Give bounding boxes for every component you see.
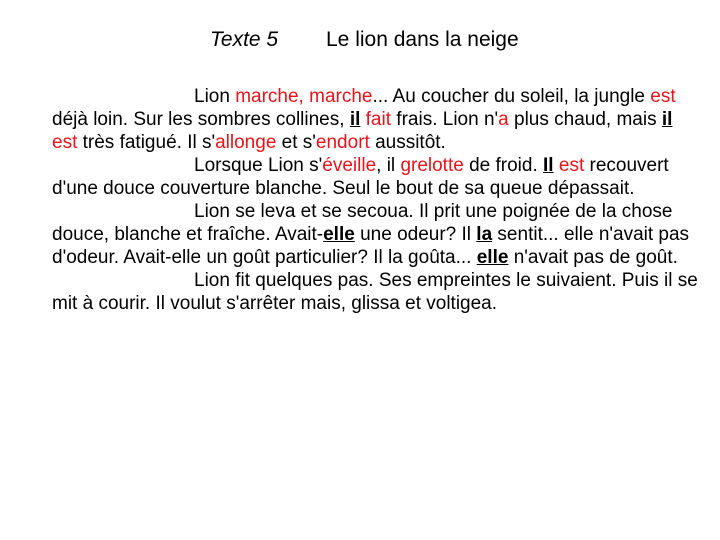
- story-paragraph: [52, 85, 702, 154]
- verb-highlight: a: [498, 109, 509, 130]
- pronoun-highlight: la: [476, 224, 493, 245]
- story-body: [52, 85, 702, 315]
- text-segment: aussitôt.: [369, 132, 446, 153]
- text-segment: de froid.: [463, 155, 544, 176]
- verb-highlight: fait: [365, 109, 392, 130]
- text-segment: Lorsque Lion s': [194, 155, 323, 176]
- story-paragraph: [52, 200, 702, 269]
- verb-highlight: est: [52, 132, 78, 153]
- text-segment: déjà loin. Sur les sombres collines,: [52, 109, 350, 130]
- text-segment: sentit... elle n'avait pas d'odeur. Avait-elle un goût particulier? Il la goûta...: [52, 224, 690, 268]
- pronoun-highlight: Il: [543, 155, 554, 176]
- verb-highlight: marche, marche: [235, 86, 373, 107]
- text-segment: recouvert d'une douce couverture blanche. Seul le bout de sa queue dépassait.: [52, 155, 669, 199]
- verb-highlight: allonge: [215, 132, 277, 153]
- pronoun-highlight: il: [349, 109, 361, 130]
- pronoun-highlight: elle: [323, 224, 355, 245]
- text-segment: Lion se leva et se secoua. Il prit une poignée de la chose douce, blanche et fraîche. Avait-: [52, 201, 673, 245]
- text-segment: et s': [276, 132, 316, 153]
- text-segment: n'avait pas de goût.: [508, 247, 678, 268]
- text-segment: Lion: [194, 86, 236, 107]
- text-number-label: Texte 5: [210, 28, 279, 51]
- verb-highlight: endort: [315, 132, 370, 153]
- text-segment: , il: [376, 155, 401, 176]
- verb-highlight: est: [650, 86, 676, 107]
- header: [0, 28, 720, 58]
- story-paragraph: [52, 269, 702, 315]
- text-segment: Lion fit quelques pas. Ses empreintes le suivaient. Puis il se mit à courir. Il voulut s'arrêter mais, glissa et voltigea.: [52, 270, 698, 314]
- story-paragraph: [52, 154, 702, 200]
- text-segment: plus chaud, mais: [508, 109, 662, 130]
- pronoun-highlight: elle: [476, 247, 509, 268]
- text-segment: frais. Lion n': [391, 109, 499, 130]
- story-title: Le lion dans la neige: [326, 28, 519, 51]
- text-segment: ... Au coucher du soleil, la jungle: [372, 86, 651, 107]
- verb-highlight: grelotte: [400, 155, 464, 176]
- text-segment: une odeur? Il: [354, 224, 477, 245]
- verb-highlight: est: [558, 155, 585, 176]
- pronoun-highlight: il: [661, 109, 673, 130]
- text-segment: très fatigué. Il s': [77, 132, 216, 153]
- verb-highlight: éveille: [322, 155, 377, 176]
